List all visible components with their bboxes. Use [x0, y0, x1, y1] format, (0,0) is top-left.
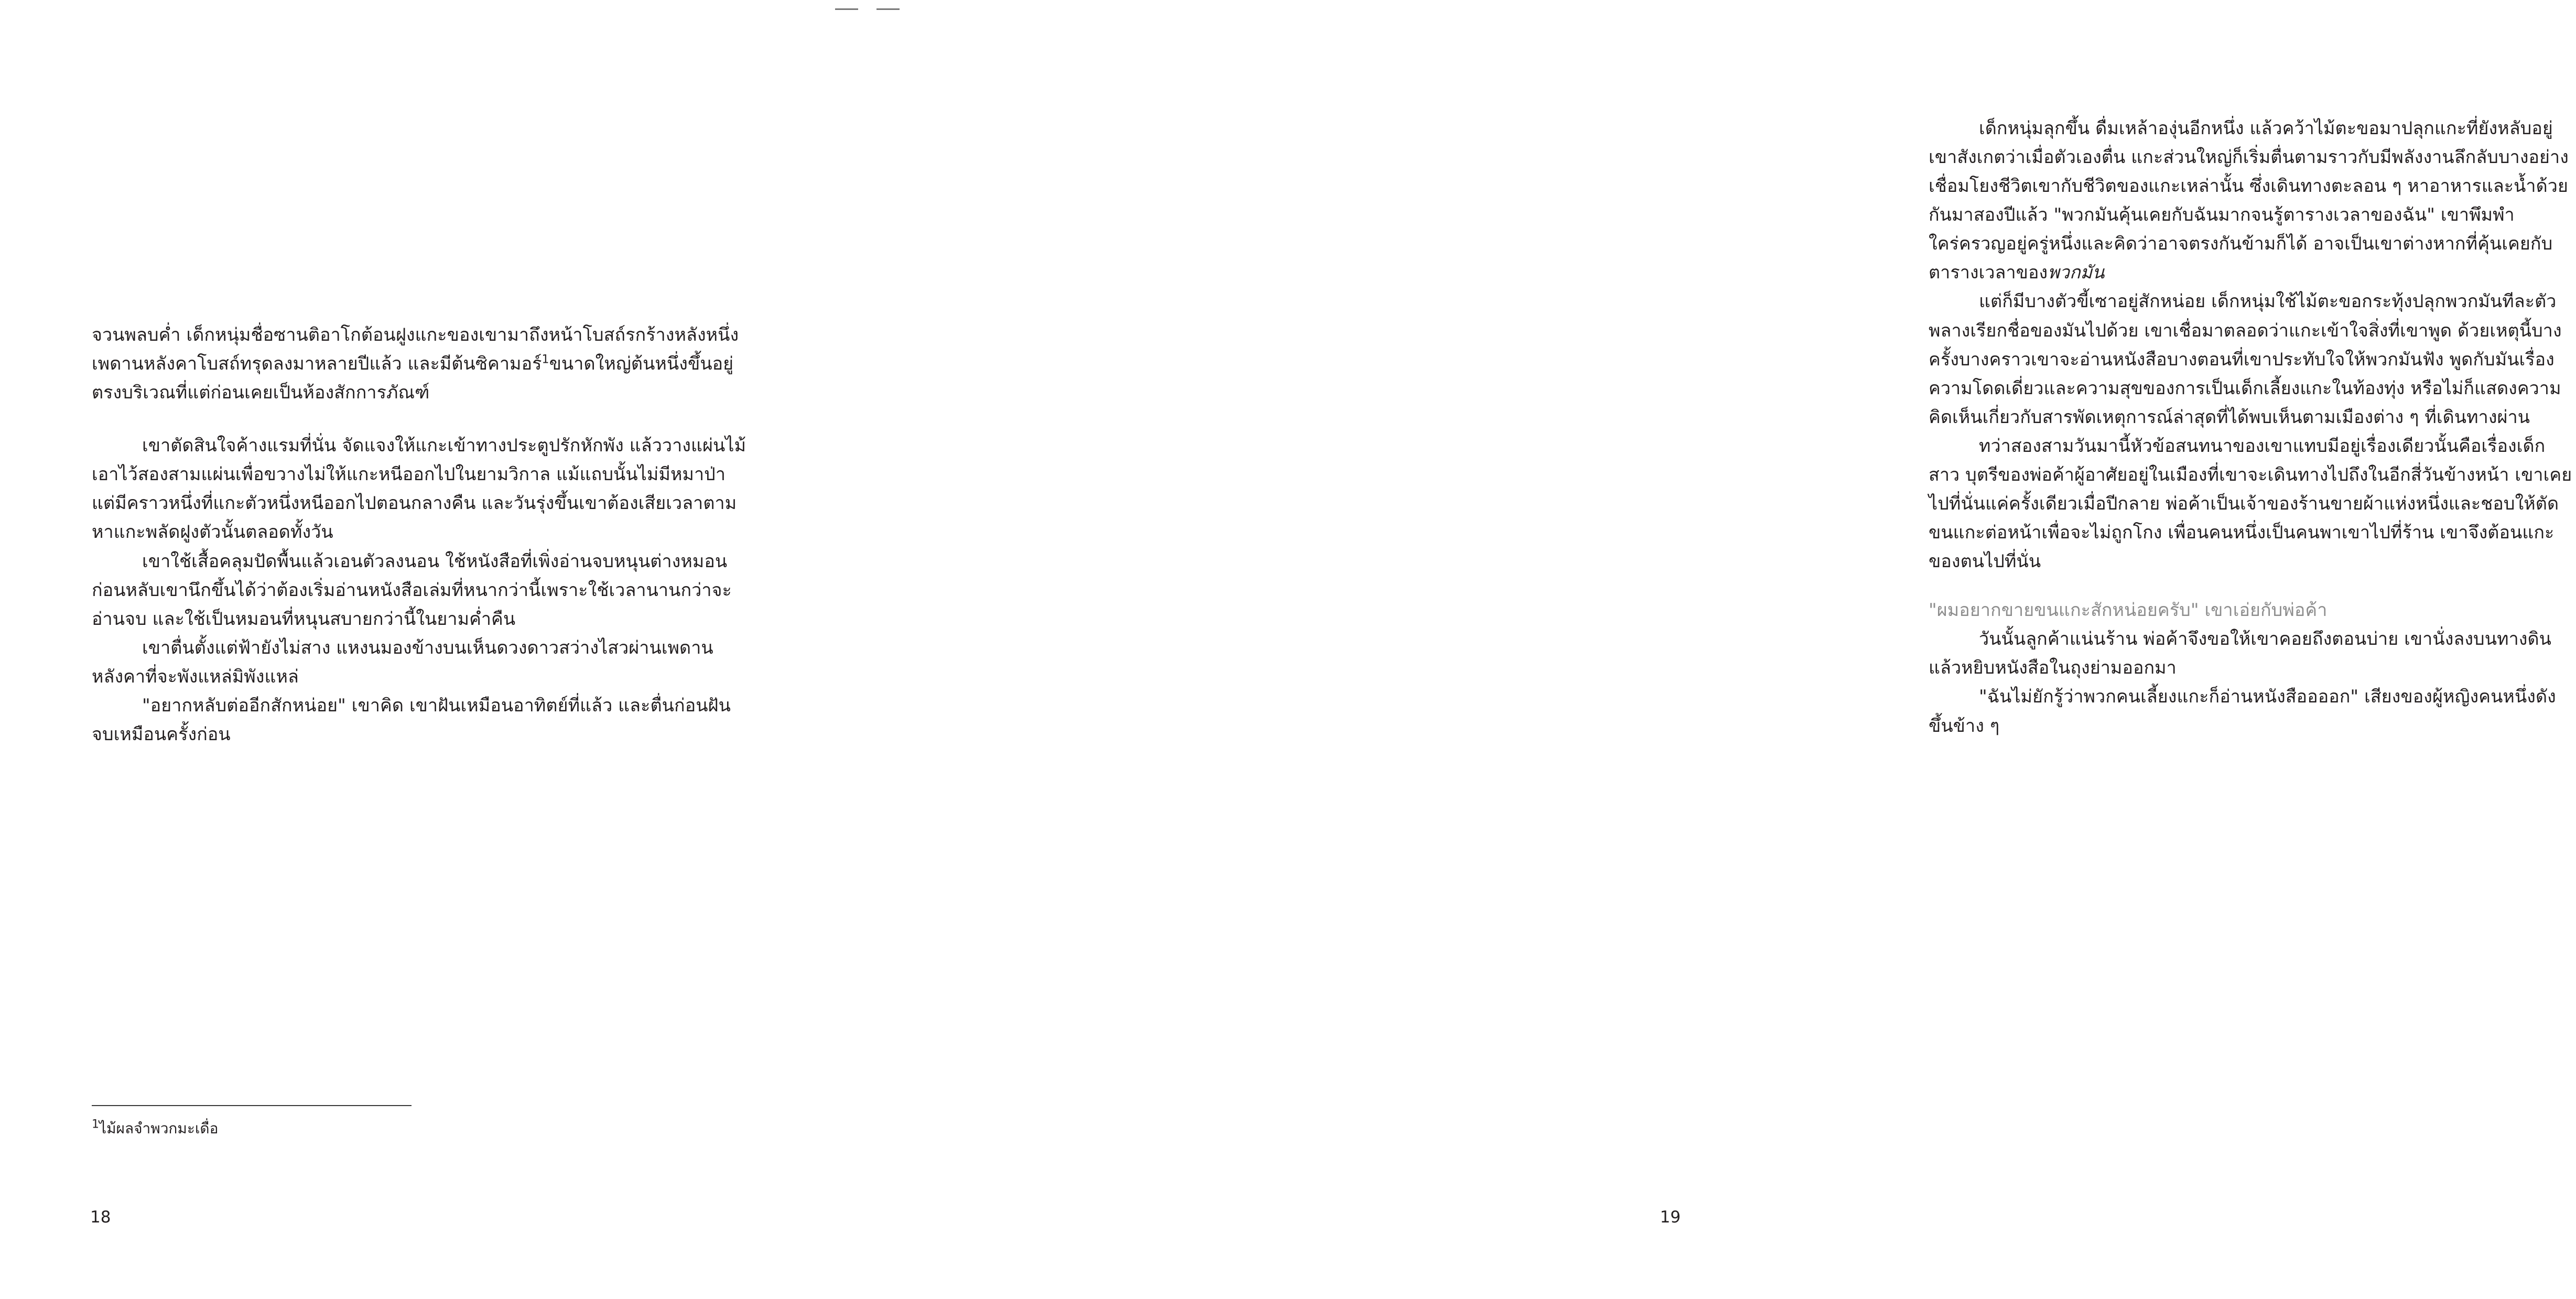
paragraph: [1929, 114, 2576, 287]
paragraph: "อยากหลับต่ออีกสักหน่อย" เขาคิด เขาฝันเหมือนอาทิตย์ที่แล้ว และตื่นก่อนฝันจบเหมือนครั้งก่อน: [92, 695, 731, 745]
footnote-divider: [92, 1105, 412, 1106]
page-right: [885, 0, 2572, 1299]
footnote-text: ไม้ผลจำพวกมะเดื่อ: [99, 1120, 219, 1137]
paragraph: ทว่าสองสามวันมานี้หัวข้อสนทนาของเขาแทบมีอยู่เรื่องเดียวนั้นคือเรื่องเด็กสาว บุตรีของพ่อค้าผู้อาศัยอยู่ในเมืองที่เขาจะเดินทางไปถึงในอีกสี่วันข้างหน้า เขาเคยไปที่นั่นแค่ครั้งเดียวเมื่อปีกลาย พ่อค้าเป็นเจ้าของร้านขายผ้าแห่งหนึ่งและชอบให้ตัดขนแกะต่อหน้าเพื่อจะไม่ถูกโกง เพื่อนคนหนึ่งเป็นคนพาเขาไปที่ร้าน เขาจึงต้อนแกะของตนไปที่นั่น: [1929, 435, 2572, 572]
paragraph: "ฉันไม่ยักรู้ว่าพวกคนเลี้ยงแกะก็อ่านหนังสืออออก" เสียงของผู้หญิงคนหนึ่งดังขึ้นข้าง ๆ: [1929, 686, 2556, 737]
paragraph: แต่ก็มีบางตัวขี้เซาอยู่สักหน่อย เด็กหนุ่มใช้ไม้ตะขอกระทุ้งปลุกพวกมันทีละตัวพลางเรียกชื่อของมันไปด้วย เขาเชื่อมาตลอดว่าแกะเข้าใจสิ่งที่เขาพูด ด้วยเหตุนี้บางครั้งบางคราวเขาจะอ่านหนังสือบางตอนที่เขาประทับใจให้พวกมันฟัง พูดกับมันเรื่องความโดดเดี่ยวและความสุขของการเป็นเด็กเลี้ยงแกะในท้องทุ่ง หรือไม่ก็แสดงความคิดเห็นเกี่ยวกับสารพัดเหตุการณ์ล่าสุดที่ได้พบเห็นตามเมืองต่าง ๆ ที่เดินทางผ่าน: [1929, 291, 2562, 428]
footnote-reference: 1: [542, 353, 549, 366]
paragraph-text-cont: ขนาดใหญ่ต้นหนึ่งขึ้นอยู่ตรงบริเวณที่แต่ก่อนเคยเป็นห้องสักการภัณฑ์: [92, 353, 734, 404]
paragraph: เขาตัดสินใจค้างแรมที่นั่น จัดแจงให้แกะเข้าทางประตูปรักหักพัง แล้ววางแผ่นไม้เอาไว้สองสามแผ่นเพื่อขวางไม่ให้แกะหนีออกไปในยามวิกาล แม้แถบนั้นไม่มีหมาป่า แต่มีคราวหนึ่งที่แกะตัวหนึ่งหนีออกไปตอนกลางคืน และวันรุ่งขึ้นเขาต้องเสียเวลาตามหาแกะพลัดฝูงตัวนั้นตลอดทั้งวัน: [92, 435, 746, 543]
footnote-marker: 1: [92, 1118, 99, 1131]
page-number-left: 18: [90, 1208, 111, 1227]
page-number-right: 19: [1660, 1208, 1681, 1227]
paragraph: วันนั้นลูกค้าแน่นร้าน พ่อค้าจึงขอให้เขาคอยถึงตอนบ่าย เขานั่งลงบนทางดินแล้วหยิบหนังสือในถุงย่ามออกมา: [1929, 629, 2552, 679]
dialogue-line-faded: "ผมอยากขายขนแกะสักหน่อยครับ" เขาเอ่ยกับพ่อค้า: [1929, 600, 2328, 621]
emphasis-text: พวกมัน: [2048, 262, 2105, 284]
right-page-textblock: [1929, 114, 2576, 741]
paragraph-text: จวนพลบค่ำ เด็กหนุ่มชื่อซานติอาโกต้อนฝูงแกะของเขามาถึงหน้าโบสถ์รกร้างหลังหนึ่ง เพดานหลังคาโบสถ์ทรุดลงมาหลายปีแล้ว และมีต้นซิคามอร์: [92, 324, 739, 375]
paragraph: [92, 321, 747, 407]
left-page-textblock: [92, 321, 747, 749]
paragraph: เขาตื่นตั้งแต่ฟ้ายังไม่สาง แหงนมองข้างบนเห็นดวงดาวสว่างไสวผ่านเพดานหลังคาที่จะพังแหล่มิพังแหล่: [92, 637, 713, 687]
footnote: [92, 1118, 564, 1140]
page-left: [0, 0, 885, 1299]
paragraph: เขาใช้เสื้อคลุมปัดพื้นแล้วเอนตัวลงนอน ใช้หนังสือที่เพิ่งอ่านจบหนุนต่างหมอน ก่อนหลับเขานึกขึ้นได้ว่าต้องเริ่มอ่านหนังสือเล่มที่หนากว่านี้เพราะใช้เวลานานกว่าจะอ่านจบ และใช้เป็นหมอนที่หนุนสบายกว่านี้ในยามค่ำคืน: [92, 550, 732, 630]
paragraph-text: เด็กหนุ่มลุกขึ้น ดื่มเหล้าองุ่นอีกหนึ่ง แล้วคว้าไม้ตะขอมาปลุกแกะที่ยังหลับอยู่ เขาสังเกตว่าเมื่อตัวเองตื่น แกะส่วนใหญ่ก็เริ่มตื่นตามราวกับมีพลังงานลึกลับบางอย่างเชื่อมโยงชีวิตเขากับชีวิตของแกะเหล่านั้น ซึ่งเดินทางตะลอน ๆ หาอาหารและน้ำด้วยกันมาสองปีแล้ว "พวกมันคุ้นเคยกับฉันมากจนรู้ตารางเวลาของฉัน" เขาพึมพำ ใคร่ครวญอยู่ครู่หนึ่งและคิดว่าอาจตรงกันข้ามก็ได้ อาจเป็นเขาต่างหากที่คุ้นเคยกับตารางเวลาของ: [1929, 118, 2569, 284]
